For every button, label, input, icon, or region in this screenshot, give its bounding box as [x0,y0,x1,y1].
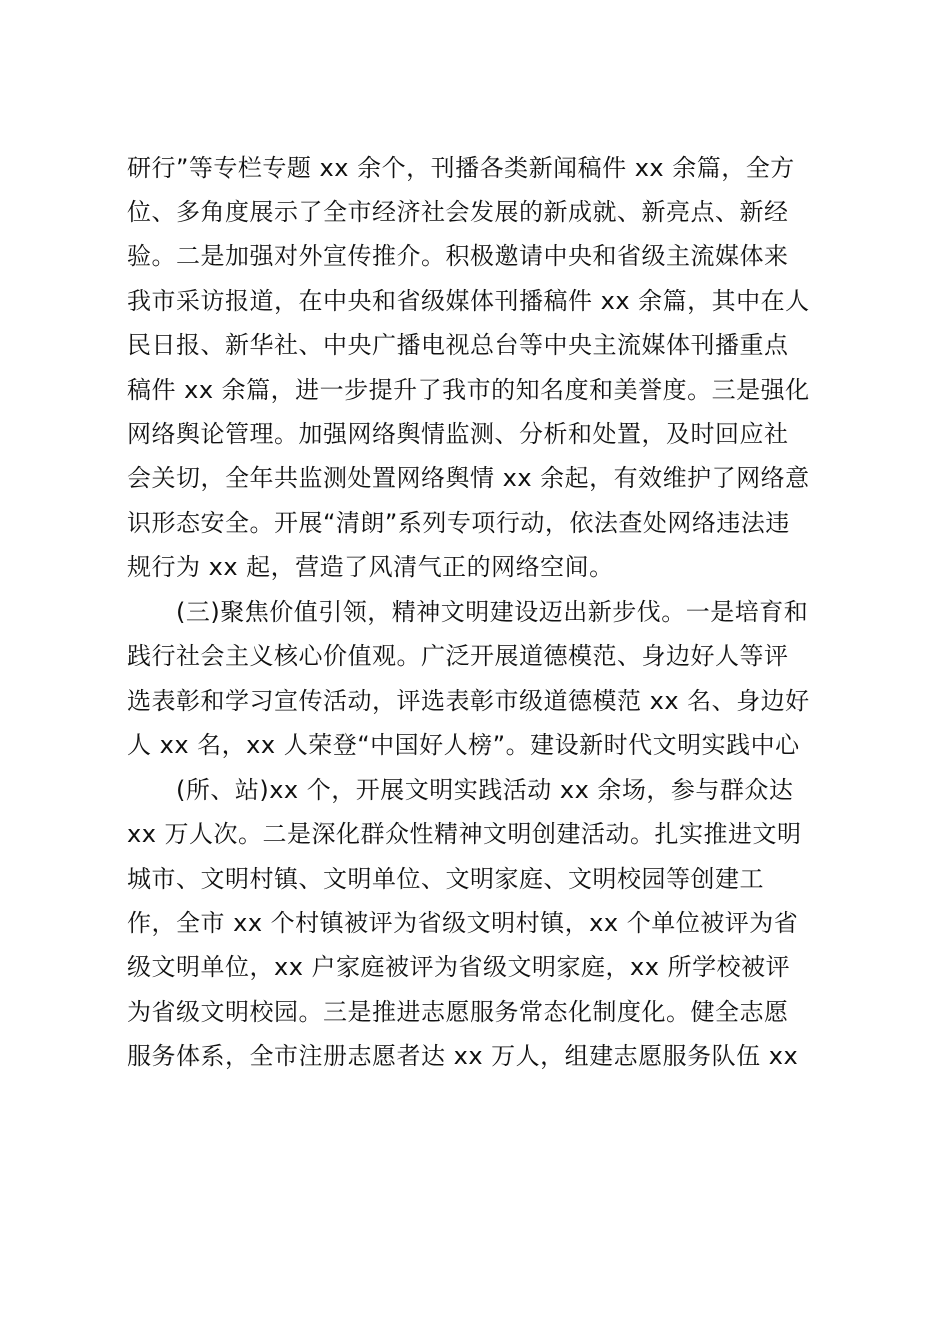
body-text-line: 网络舆论管理。加强网络舆情监测、分析和处置，及时回应社 [127,420,789,448]
body-text-line: (所、站)xx 个，开展文明实践活动 xx 余场，参与群众达 [176,776,794,804]
body-text-line: 作，全市 xx 个村镇被评为省级文明村镇，xx 个单位被评为省 [127,909,799,937]
body-text-line: 会关切，全年共监测处置网络舆情 xx 余起，有效维护了网络意 [127,464,810,492]
body-text-line: 验。二是加强对外宣传推介。积极邀请中央和省级主流媒体来 [127,242,789,270]
body-text-line: 践行社会主义核心价值观。广泛开展道德模范、身边好人等评 [127,642,789,670]
body-text-line: 位、多角度展示了全市经济社会发展的新成就、新亮点、新经 [127,198,789,226]
body-text-line: 为省级文明校园。三是推进志愿服务常态化制度化。健全志愿 [127,998,789,1026]
body-text-line: 人 xx 名，xx 人荣登“中国好人榜”。建设新时代文明实践中心 [127,731,800,759]
body-text-line: 民日报、新华社、中央广播电视总台等中央主流媒体刊播重点 [127,331,789,359]
body-text-line: xx 万人次。二是深化群众性精神文明创建活动。扎实推进文明 [127,820,802,848]
body-text-line: 规行为 xx 起，营造了风清气正的网络空间。 [127,553,614,581]
body-text-line: 我市采访报道，在中央和省级媒体刊播稿件 xx 余篇，其中在人 [127,287,810,315]
body-text-line: 研行”等专栏专题 xx 余个，刊播各类新闻稿件 xx 余篇，全方 [127,154,795,182]
body-text-line: 识形态安全。开展“清朗”系列专项行动，依法查处网络违法违 [127,509,790,537]
body-text-line: 级文明单位，xx 户家庭被评为省级文明家庭，xx 所学校被评 [127,953,791,981]
body-text-line: 选表彰和学习宣传活动，评选表彰市级道德模范 xx 名、身边好 [127,687,810,715]
section-heading-line: (三)聚焦价值引领，精神文明建设迈出新步伐。一是培育和 [176,598,809,626]
body-text-line: 稿件 xx 余篇，进一步提升了我市的知名度和美誉度。三是强化 [127,376,810,404]
body-text-line: 城市、文明村镇、文明单位、文明家庭、文明校园等创建工 [127,865,764,893]
body-text-line: 服务体系，全市注册志愿者达 xx 万人，组建志愿服务队伍 xx [127,1042,799,1070]
